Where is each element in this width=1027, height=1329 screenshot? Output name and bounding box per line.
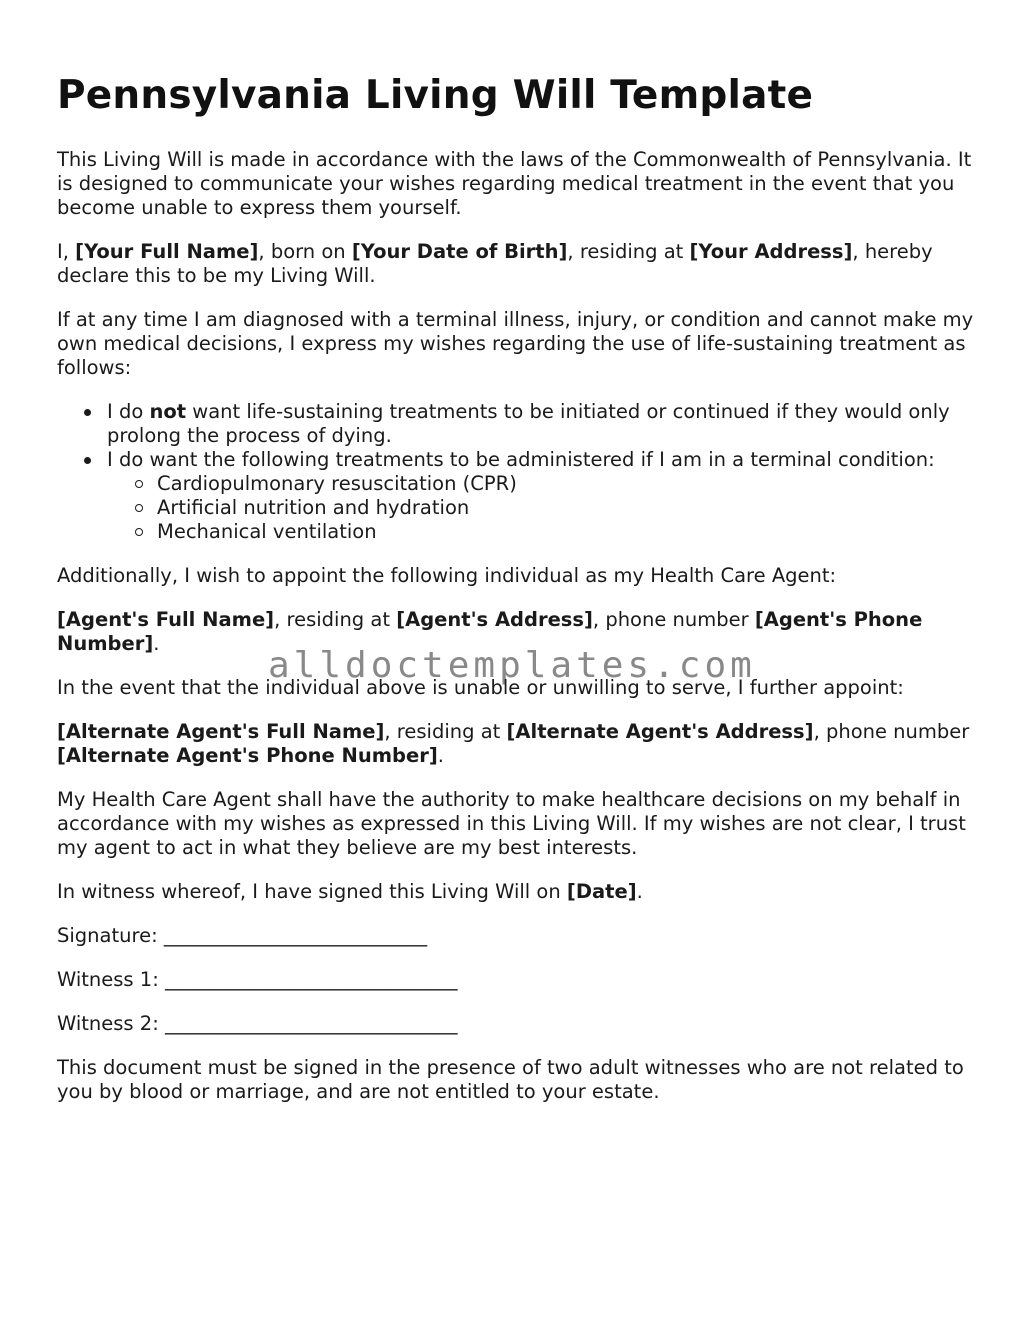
wish-1-emphasis: not	[149, 400, 187, 423]
declaration-text-4: , hereby declare this to be my Living Will.	[57, 240, 933, 287]
treatment-item-ventilation: Mechanical ventilation	[157, 520, 977, 544]
witness-1-line: Witness 1: ______________________________	[57, 968, 458, 991]
document-page	[57, 70, 977, 1124]
list-item-no-life-sustaining	[107, 400, 977, 448]
agent-text-2: , phone number	[592, 608, 755, 631]
agent-text-3: .	[153, 632, 160, 655]
declaration-paragraph	[57, 240, 977, 288]
date-placeholder: [Date]	[566, 880, 637, 903]
agent-phone-placeholder: [Agent's Phone Number]	[57, 608, 923, 655]
alternate-intro-paragraph: In the event that the individual above is unable or unwilling to serve, I further appoint:	[57, 676, 904, 699]
treatment-item-nutrition: Artificial nutrition and hydration	[157, 496, 977, 520]
agent-address-placeholder: [Agent's Address]	[396, 608, 593, 631]
alternate-text-3: .	[437, 744, 444, 767]
witness-clause-text: In witness whereof, I have signed this Living Will on	[57, 880, 567, 903]
declaration-text-2: , born on	[258, 240, 352, 263]
agent-text-1: , residing at	[274, 608, 397, 631]
treatment-item-cpr: Cardiopulmonary resuscitation (CPR)	[157, 472, 977, 496]
alternate-name-placeholder: [Alternate Agent's Full Name]	[57, 720, 385, 743]
wish-1-text-b: want life-sustaining treatments to be initiated or continued if they would only prolong the process of dying.	[107, 400, 950, 447]
watermark: alldoctemplates.com	[268, 645, 756, 686]
page-title: Pennsylvania Living Will Template	[57, 73, 814, 118]
full-name-placeholder: [Your Full Name]	[75, 240, 259, 263]
alternate-text-1: , residing at	[384, 720, 507, 743]
address-placeholder: [Your Address]	[689, 240, 853, 263]
alternate-paragraph	[57, 720, 977, 768]
witness-clause	[57, 880, 977, 904]
intro-paragraph: This Living Will is made in accordance with the laws of the Commonwealth of Pennsylvania. It is designed to communicate your wishes regarding medical treatment in the event that you become unable to express them yourself.	[57, 148, 972, 219]
date-of-birth-placeholder: [Your Date of Birth]	[351, 240, 568, 263]
footer-note: This document must be signed in the presence of two adult witnesses who are not related to you by blood or marriage, and are not entitled to your estate.	[57, 1056, 964, 1103]
conditions-paragraph: If at any time I am diagnosed with a terminal illness, injury, or condition and cannot make my own medical decisions, I express my wishes regarding the use of life-sustaining treatment as follows:	[57, 308, 974, 379]
agent-name-placeholder: [Agent's Full Name]	[57, 608, 275, 631]
wishes-list	[57, 400, 977, 544]
witness-2-line: Witness 2: ______________________________	[57, 1012, 458, 1035]
treatments-list	[107, 472, 977, 544]
declaration-text-1: I,	[57, 240, 76, 263]
agent-intro-paragraph: Additionally, I wish to appoint the following individual as my Health Care Agent:	[57, 564, 837, 587]
declaration-text-3: , residing at	[567, 240, 690, 263]
authority-paragraph: My Health Care Agent shall have the authority to make healthcare decisions on my behalf in accordance with my wishes as expressed in this Living Will. If my wishes are not clear, I trust my agent to act in what they believe are my best interests.	[57, 788, 966, 859]
signature-line: Signature: ___________________________	[57, 924, 428, 947]
wish-2-text: I do want the following treatments to be administered if I am in a terminal condition:	[107, 448, 935, 471]
alternate-phone-placeholder: [Alternate Agent's Phone Number]	[57, 744, 438, 767]
alternate-text-2: , phone number	[813, 720, 970, 743]
alternate-address-placeholder: [Alternate Agent's Address]	[506, 720, 814, 743]
wish-1-text-a: I do	[107, 400, 150, 423]
list-item-wanted-treatments	[107, 448, 977, 544]
witness-clause-end: .	[636, 880, 643, 903]
